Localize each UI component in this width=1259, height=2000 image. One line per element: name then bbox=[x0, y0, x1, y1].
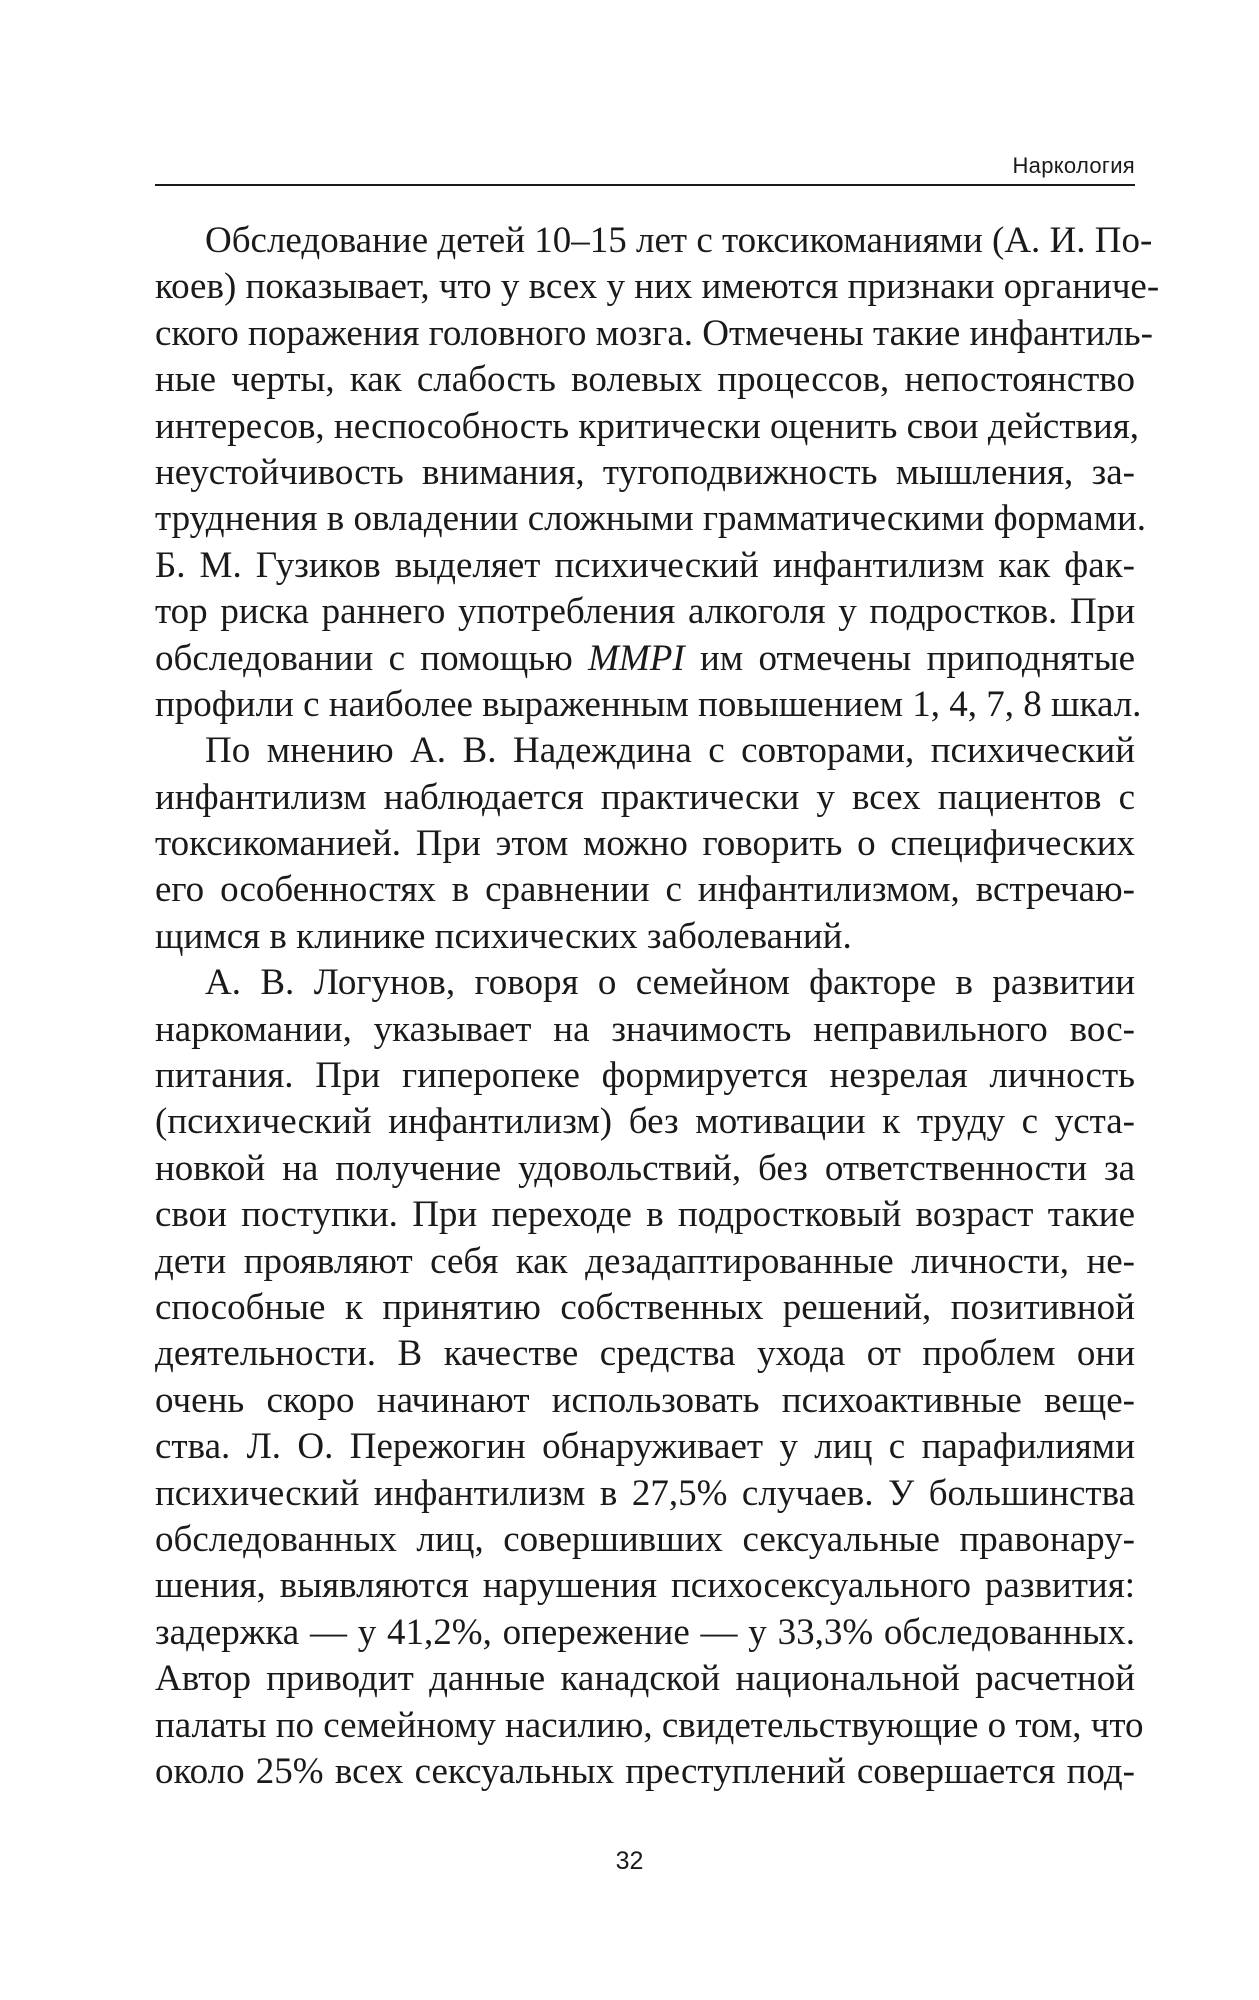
text-line: его особенностях в сравнении с инфантилизмом, встречаю- bbox=[155, 869, 1135, 911]
text-line: тор риска раннего употребления алкоголя у подростков. При bbox=[155, 591, 1135, 633]
text-line: По мнению А. В. Надеждина с совторами, психический bbox=[205, 730, 1135, 772]
text-line: дети проявляют себя как дезадаптированные личности, не- bbox=[155, 1240, 1135, 1282]
text-line: Обследование детей 10–15 лет с токсикоманиями (А. И. По- bbox=[205, 220, 1153, 261]
text-line: задержка — у 41,2%, опережение — у 33,3% обследованных. bbox=[155, 1611, 1135, 1653]
page-number: 32 bbox=[615, 1847, 644, 1875]
text-line: инфантилизм наблюдается практически у всех пациентов с bbox=[155, 776, 1135, 818]
text-line: ства. Л. О. Пережогин обнаруживает у лиц с парафилиями bbox=[155, 1426, 1135, 1468]
text-line: токсикоманией. При этом можно говорить о специфических bbox=[155, 823, 1135, 865]
text-line: Б. М. Гузиков выделяет психический инфантилизм как фак- bbox=[155, 544, 1135, 586]
text-line: ского поражения головного мозга. Отмечены такие инфантиль- bbox=[155, 312, 1153, 354]
text-line: труднения в овладении сложными грамматическими формами. bbox=[155, 498, 1147, 540]
text-line: очень скоро начинают использовать психоактивные веще- bbox=[155, 1379, 1135, 1421]
text-line: около 25% всех сексуальных преступлений совершается под- bbox=[155, 1750, 1135, 1792]
text-line: способные к принятию собственных решений, позитивной bbox=[155, 1286, 1135, 1328]
text-line: шения, выявляются нарушения психосексуального развития: bbox=[155, 1565, 1135, 1607]
text-line: питания. При гиперопеке формируется незрелая личность bbox=[155, 1055, 1135, 1097]
mmpi-term: MMPI bbox=[588, 637, 685, 679]
text-line: профили с наиболее выраженным повышением 1, 4, 7, 8 шкал. bbox=[155, 683, 1142, 725]
text-line: (психический инфантилизм) без мотивации к труду с уста- bbox=[155, 1101, 1135, 1143]
text-line: щимся в клинике психических заболеваний. bbox=[155, 915, 852, 957]
text-line: психический инфантилизм в 27,5% случаев. У большинства bbox=[155, 1472, 1135, 1514]
text-line: новкой на получение удовольствий, без ответственности за bbox=[155, 1147, 1135, 1189]
header-rule bbox=[155, 184, 1135, 186]
text-line: свои поступки. При переходе в подростковый возраст такие bbox=[155, 1194, 1135, 1236]
text-line: деятельности. В качестве средства ухода от проблем они bbox=[155, 1333, 1135, 1375]
text-line: наркомании, указывает на значимость неправильного вос- bbox=[155, 1008, 1135, 1050]
body-text bbox=[155, 218, 1160, 1795]
running-head: Наркология bbox=[1012, 153, 1135, 178]
text-line: Автор приводит данные канадской национальной расчетной bbox=[155, 1658, 1135, 1700]
text-line: интересов, неспособность критически оценить свои действия, bbox=[155, 405, 1140, 447]
text-line: ные черты, как слабость волевых процессов, непостоянство bbox=[155, 359, 1135, 401]
text-line: палаты по семейному насилию, свидетельствующие о том, что bbox=[155, 1704, 1144, 1746]
text-line: коев) показывает, что у всех у них имеются признаки органиче- bbox=[155, 266, 1160, 308]
text-line: А. В. Логунов, говоря о семейном факторе в развитии bbox=[205, 962, 1135, 1004]
text-line-mmpi: обследовании с помощью MMPI им отмечены приподнятые bbox=[155, 637, 1136, 679]
text-line: обследованных лиц, совершивших сексуальные правонару- bbox=[155, 1518, 1135, 1560]
text-line: неустойчивость внимания, тугоподвижность мышления, за- bbox=[155, 451, 1135, 493]
